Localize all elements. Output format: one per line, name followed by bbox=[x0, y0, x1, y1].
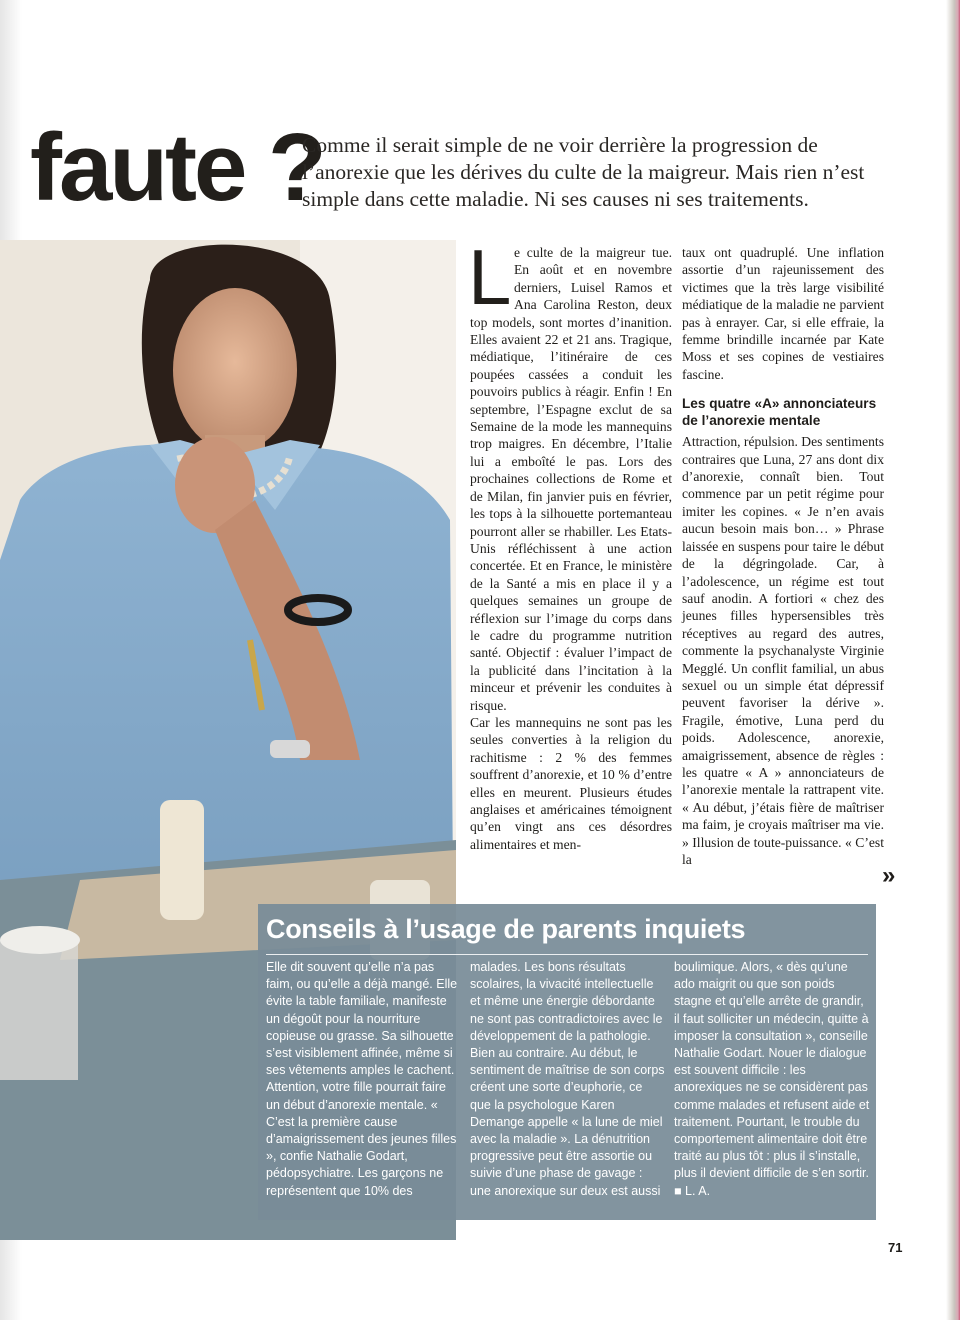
intro-dek: Comme il serait simple de ne voir derrière la progression de l’anorexie que les dérives du culte de la maigreur. Mais rien n’est simple dans cette maladie. Ni ses causes ni ses traitements. bbox=[302, 133, 865, 211]
sidebar-divider bbox=[266, 954, 868, 955]
continue-mark: » bbox=[882, 862, 896, 889]
article-paragraph: taux ont quadruplé. Une inflation assortie d’un rajeunissement des victimes que la très large visibilité médiatique de la maladie ne parvient pas à enrayer. Car, si elle effraie, la femme brindille incarnée par Kate Moss et ses copines de vestiaires fascine. bbox=[682, 245, 884, 382]
sidebar-title: Conseils à l’usage de parents inquiets bbox=[266, 914, 746, 944]
article-column-1 bbox=[468, 233, 672, 853]
headline: faute ? bbox=[30, 114, 324, 221]
article-paragraph: Attraction, répulsion. Des sentiments contraires que Luna, 27 ans dont dix d’anorexie, connaît bien. Tout commence par un petit régime pour imiter les copines. « Je n’en avais aucun besoin mais bon… » Phrase laissée en suspens pour taire le début de la dégringolade. Car, à l’adolescence, un régime est tout sauf anodin. A fortiori « chez des jeunes filles hypersensibles très réceptives au regard des autres, commente la psychanalyste Virginie Megglé. Un conflit familial, un abus sexuel ou un simple état dépressif peuvent favoriser la dérive ». Fragile, émotive, Luna perd du poids. Adolescence, anorexie, amaigrissement, absence de règles : les quatre « A » annonciateurs de l’anorexie mentale la rattrapent vite. « Au début, j’étais fière de maîtriser ma faim, je croyais maîtriser ma vie. » Illusion de toute-puissance. « C’est la bbox=[682, 434, 884, 867]
drop-cap: L bbox=[468, 233, 512, 321]
page-edge bbox=[946, 0, 960, 1320]
article-column-2 bbox=[682, 244, 884, 868]
page-number: 71 bbox=[888, 1240, 903, 1255]
sidebar-column-1: Elle dit souvent qu’elle n’a pas faim, ou qu’elle a déjà mangé. Elle évite la table familiale, manifeste un dégoût pour la nourriture copieuse ou grasse. Sa silhouette s’est visiblement affinée, même si ses vêtements amples le cachent. Attention, votre fille pourrait faire un début d’anorexie mentale. « C’est la première cause d’amaigrissement des jeunes filles », confie Nathalie Godart, pédopsychiatre. Les garçons ne représentent que 10% des bbox=[266, 960, 458, 1198]
advice-sidebar bbox=[258, 904, 876, 1220]
article-paragraph: e culte de la maigreur tue. En août et en novembre derniers, Luisel Ramos et Ana Carolina Reston, deux top models, sont mortes d’inanition. Elles avaient 22 et 21 ans. Tragique, médiatique, l’itinéraire de ces poupées cassées a conduit les pouvoirs publics à réagir. Enfin ! En septembre, l’Espagne exclut de sa Semaine de la mode les mannequins trop maigres. En décembre, l’Italie lui a emboîté le pas. Lors des prochaines collections de Rome et de Milan, fin janvier puis en février, les tops à la silhouette portemanteau pourront aller se rhabiller. Les Etats-Unis réfléchissent à une action concertée. Et en France, le ministère de la Santé a mis en place il y a quelques semaines un groupe de réflexion sur l’image du corps dans le cadre du programme nutrition santé. Objectif : évaluer l’impact de la publicité dans l’incitation à la minceur et prévenir les conduites à risque. bbox=[470, 245, 672, 713]
sidebar-column-2: malades. Les bons résultats scolaires, la vivacité intellectuelle et même une énergie débordante ne sont pas contradictoires avec le développement de la pathologie. Bien au contraire. Au début, le sentiment de maîtrise de son corps créent une sorte d’euphorie, ce que la psychologue Karen Demange appelle « la lune de miel avec la maladie ». La dénutrition progressive peut être assortie ou suivie d’une phase de gavage : une anorexique sur deux est aussi bbox=[470, 960, 665, 1198]
sidebar-column-3: boulimique. Alors, « dès qu’une ado maigrit ou que son poids stagne et qu’elle arrête de grandir, il faut solliciter un médecin, quitte à imposer la consultation », conseille Nathalie Godart. Nouer le dialogue est souvent difficile : les anorexiques ne se considèrent pas comme malades et refusent aide et traitement. Pourtant, le trouble du comportement alimentaire doit être traité au plus tôt : plus il s’installe, plus il devient difficile de s’en sortir. ■ L. A. bbox=[674, 960, 870, 1198]
article-subhead: Les quatre «A» annonciateurs de l’anorexie mentale bbox=[682, 396, 877, 429]
article-paragraph: Car les mannequins ne sont pas les seules converties à la religion du rachitisme : 2 % des femmes souffrent d’anorexie, et 10 % d’entre elles en meurent. Plusieurs études anglaises et américaines témoignent qu’en vingt ans ces désordres alimentaires et men- bbox=[470, 714, 672, 852]
